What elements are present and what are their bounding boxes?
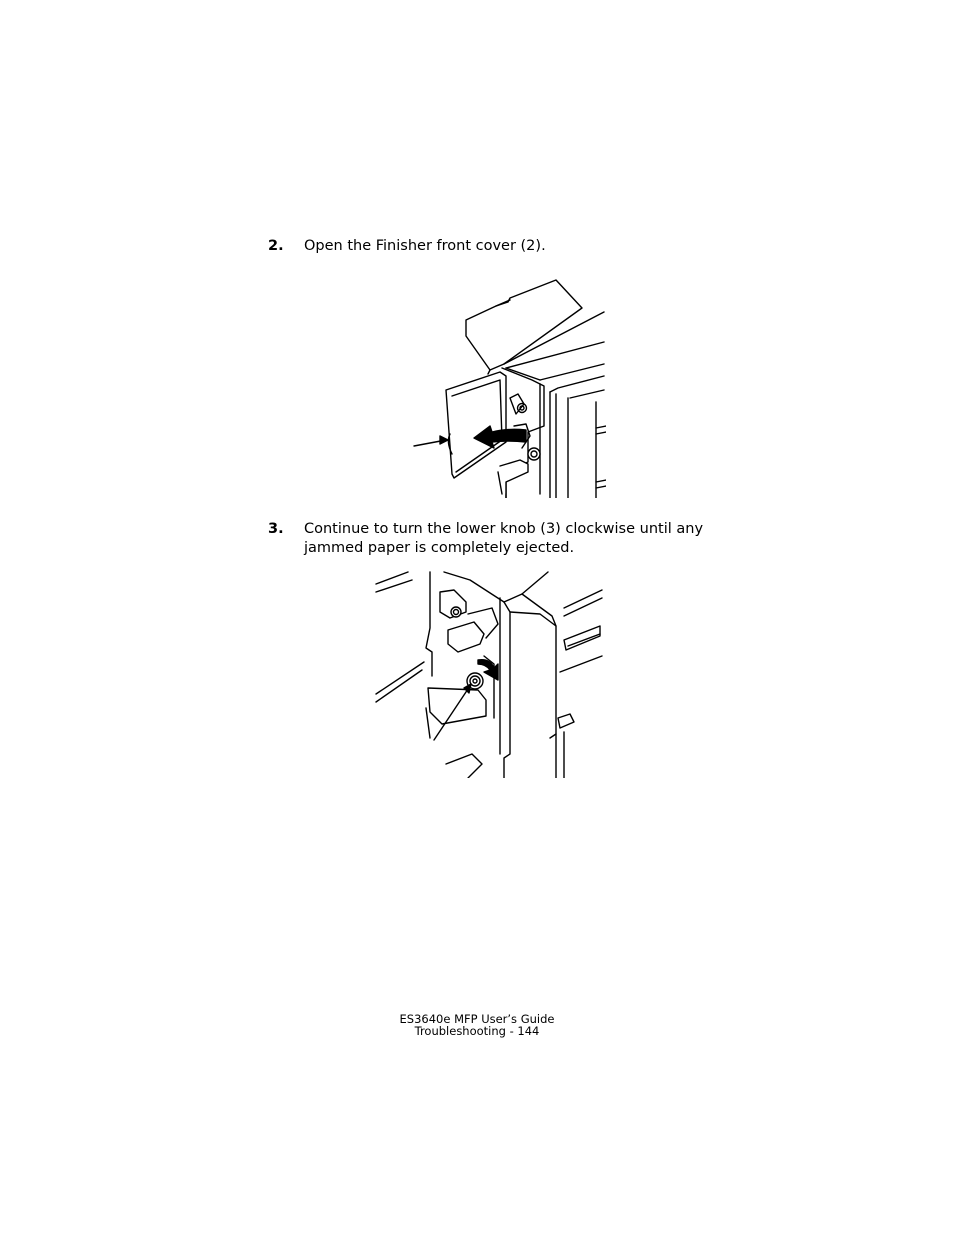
finisher-front-cover-open-illustration bbox=[410, 276, 606, 498]
footer-page-number: Troubleshooting - 144 bbox=[414, 1024, 540, 1038]
finisher-lower-knob-illustration bbox=[374, 568, 606, 778]
step-instruction: Continue to turn the lower knob (3) clockwise until any jammed paper is completely ejected. bbox=[304, 521, 704, 556]
step-instruction: Open the Finisher front cover (2). bbox=[304, 238, 546, 254]
step-number: 2. bbox=[268, 238, 284, 254]
step-number: 3. bbox=[268, 521, 284, 537]
footer-guide-title: ES3640e MFP User’s Guide bbox=[399, 1012, 555, 1026]
